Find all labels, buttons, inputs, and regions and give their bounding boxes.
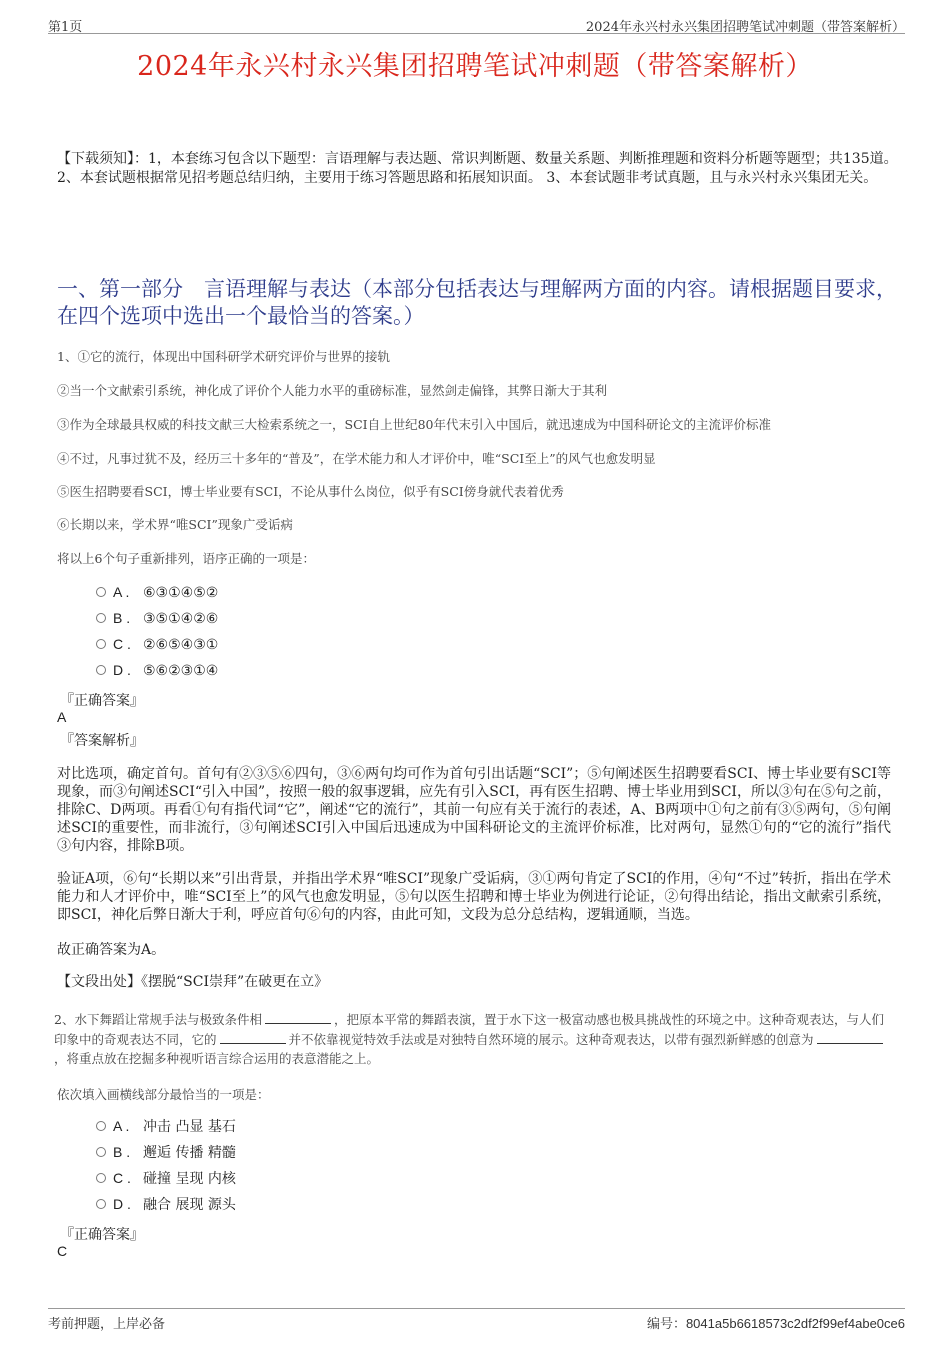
q1-prompt: 将以上6个句子重新排列，语序正确的一项是： <box>57 551 315 566</box>
header-divider <box>48 33 905 34</box>
footer-code <box>647 1313 905 1332</box>
q1-answer-label: 『正确答案』 <box>60 693 144 709</box>
q1-analysis-paragraph-1: 对比选项，确定首句。首句有②③⑤⑥四句，③⑥两句均可作为首句引出话题“SCI”；⑤句阐述医生招聘要看SCI、博士毕业要有SCI等现象，而③句阐述SCI“引入中国”，按照一般的叙事逻辑，应先有引入SCI，再有医生招聘、博士毕业用到SCI，所以③句在⑤句之前，排除C、D两项。再看①句有指代词“它”，阐述“它的流行”，其前一句应有关于流行的表述，A、B两项中①句之前有③⑤两句，⑤句阐述SCI的重要性，而非流行，③句阐述SCI引入中国后迅速成为中国科研论文的主流评价标准，比对两句，显然①句的“它的流行”指代③句内容，排除B项。 <box>57 766 891 854</box>
footer-code-label: 编号： <box>646 1317 686 1332</box>
option-letter: C . <box>113 1170 131 1186</box>
q1-analysis-label: 『答案解析』 <box>60 733 144 749</box>
option-letter: A . <box>113 1118 130 1134</box>
header-doc-title: 2024年永兴村永兴集团招聘笔试冲刺题（带答案解析） <box>585 20 905 35</box>
footer-code-value: 8041a5b6618573c2df2f99ef4abe0ce6 <box>685 1316 905 1331</box>
option-text: ⑤⑥②③①④ <box>143 663 219 679</box>
q1-option-c[interactable] <box>96 634 218 654</box>
q2-answer: C <box>57 1243 68 1259</box>
q1-option-d[interactable] <box>96 660 218 680</box>
option-text: ③⑤①④②⑥ <box>143 611 219 627</box>
option-letter: C . <box>113 636 131 652</box>
q1-sentence-5: ⑤医生招聘要看SCI，博士毕业要有SCI，不论从事什么岗位，似乎有SCI傍身就代表着优秀 <box>57 484 564 499</box>
q1-analysis-conclusion: 故正确答案为A。 <box>57 942 166 958</box>
q1-option-b[interactable] <box>96 608 218 628</box>
option-text: 冲击 凸显 基石 <box>143 1119 236 1135</box>
q2-option-b[interactable] <box>96 1142 236 1162</box>
q2-prompt: 依次填入画横线部分最恰当的一项是： <box>57 1087 270 1102</box>
option-letter: B . <box>113 1144 131 1160</box>
option-text: 邂逅 传播 精髓 <box>143 1145 236 1161</box>
footer-slogan: 考前押题，上岸必备 <box>48 1317 166 1332</box>
q1-sentence-1: 1、①它的流行，体现出中国科研学术研究评价与世界的接轨 <box>57 349 390 364</box>
fill-blank-1[interactable] <box>265 1013 331 1024</box>
fill-blank-2[interactable] <box>220 1033 286 1044</box>
radio-icon[interactable] <box>96 1121 106 1131</box>
radio-icon[interactable] <box>96 1147 106 1157</box>
q2-option-a[interactable] <box>96 1116 236 1136</box>
q1-sentence-4: ④不过，凡事过犹不及，经历三十多年的“普及”，在学术能力和人才评价中，唯“SCI至上”的风气也愈发明显 <box>57 451 656 466</box>
radio-icon[interactable] <box>96 639 106 649</box>
q2-answer-label: 『正确答案』 <box>60 1227 144 1243</box>
q1-answer: A <box>57 709 67 725</box>
fill-blank-3[interactable] <box>817 1033 883 1044</box>
page-number: 第1页 <box>48 20 83 35</box>
q1-sentence-3: ③作为全球最具权威的科技文献三大检索系统之一，SCI自上世纪80年代末引入中国后，就迅速成为中国科研论文的主流评价标准 <box>57 417 771 432</box>
q1-source: 【文段出处】《摆脱“SCI崇拜”在破更在立》 <box>57 974 329 990</box>
q2-option-d[interactable] <box>96 1194 236 1214</box>
radio-icon[interactable] <box>96 1199 106 1209</box>
option-letter: B . <box>113 610 131 626</box>
radio-icon[interactable] <box>96 1173 106 1183</box>
option-letter: A . <box>113 584 130 600</box>
q2-stem: 2、水下舞蹈让常规手法与极致条件相 ，把原本平常的舞蹈表演，置于水下这一极富动感也极具挑战性的环境之中。这种奇观表达，与人们印象中的奇观表达不同，它的 并不依靠视觉特效手法或是对独特自然环境的展示。这种奇观表达，以带有强烈新鲜感的创意为，将重点放在挖掘多种视听语言综合运用的表意潜能之上。 <box>54 1012 884 1066</box>
option-text: 融合 展现 源头 <box>143 1197 236 1213</box>
radio-icon[interactable] <box>96 613 106 623</box>
document-title: 2024年永兴村永兴集团招聘笔试冲刺题（带答案解析） <box>137 51 813 82</box>
q1-sentence-6: ⑥长期以来，学术界“唯SCI”现象广受诟病 <box>57 517 293 532</box>
q2-option-c[interactable] <box>96 1168 236 1188</box>
option-text: 碰撞 呈现 内核 <box>143 1171 236 1187</box>
radio-icon[interactable] <box>96 665 106 675</box>
section-heading: 一、第一部分 言语理解与表达（本部分包括表达与理解两方面的内容。请根据题目要求，在四个选项中选出一个最恰当的答案。） <box>57 277 897 328</box>
q1-analysis-paragraph-2: 验证A项，⑥句“长期以来”引出背景，并指出学术界“唯SCI”现象广受诟病，③①两句肯定了SCI的作用，④句“不过”转折，指出在学术能力和人才评价中，唯“SCI至上”的风气也愈发明显，⑤句以医生招聘和博士毕业为例进行论证，②句得出结论，指出文献索引系统，即SCI，神化后弊日渐大于利，呼应首句⑥句的内容，由此可知，文段为总分总结构，逻辑通顺，当选。 <box>57 871 891 923</box>
q1-sentence-2: ②当一个文献索引系统，神化成了评价个人能力水平的重磅标准，显然剑走偏锋，其弊日渐大于其利 <box>57 383 608 398</box>
option-text: ⑥③①④⑤② <box>143 585 219 601</box>
footer-divider <box>48 1308 905 1309</box>
radio-icon[interactable] <box>96 587 106 597</box>
q1-option-a[interactable] <box>96 582 218 602</box>
option-letter: D . <box>113 662 131 678</box>
download-notice: 【下载须知】：1，本套练习包含以下题型：言语理解与表达题、常识判断题、数量关系题、判断推理题和资料分析题等题型；共135道。 2、本套试题根据常见招考题总结归纳，主要用于练习答题思路和拓展知识面。 3、本套试题非考试真题，且与永兴村永兴集团无关。 <box>57 151 898 186</box>
option-text: ②⑥⑤④③① <box>143 637 219 653</box>
option-letter: D . <box>113 1196 131 1212</box>
page-header <box>48 14 905 34</box>
